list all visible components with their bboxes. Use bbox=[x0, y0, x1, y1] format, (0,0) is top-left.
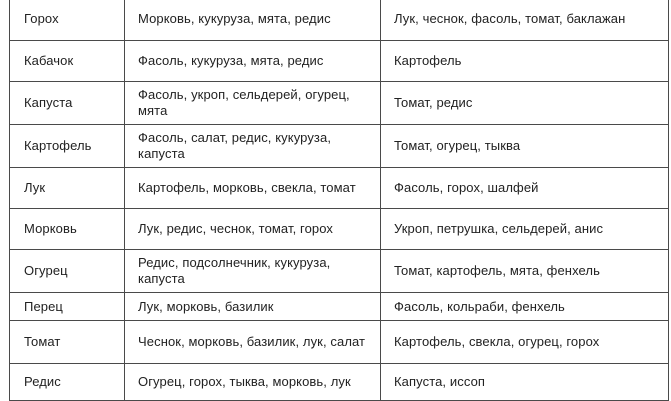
table-row bbox=[10, 321, 669, 364]
crop-cell: Морковь bbox=[10, 209, 125, 250]
bad-neighbors-cell: Фасоль, горох, шалфей bbox=[381, 168, 669, 209]
good-neighbors-cell: Лук, морковь, базилик bbox=[125, 293, 381, 321]
good-neighbors-cell: Лук, редис, чеснок, томат, горох bbox=[125, 209, 381, 250]
good-neighbors-cell: Фасоль, кукуруза, мята, редис bbox=[125, 41, 381, 82]
good-neighbors-cell: Картофель, морковь, свекла, томат bbox=[125, 168, 381, 209]
table-row bbox=[10, 364, 669, 401]
table-body bbox=[10, 0, 669, 401]
companion-planting-table bbox=[9, 0, 669, 401]
crop-cell: Редис bbox=[10, 364, 125, 401]
crop-cell: Лук bbox=[10, 168, 125, 209]
table-row bbox=[10, 168, 669, 209]
good-neighbors-cell: Огурец, горох, тыква, морковь, лук bbox=[125, 364, 381, 401]
bad-neighbors-cell: Картофель bbox=[381, 41, 669, 82]
bad-neighbors-cell: Капуста, иссоп bbox=[381, 364, 669, 401]
bad-neighbors-cell: Томат, картофель, мята, фенхель bbox=[381, 250, 669, 293]
table-row bbox=[10, 293, 669, 321]
table-row bbox=[10, 82, 669, 125]
crop-cell: Перец bbox=[10, 293, 125, 321]
good-neighbors-cell: Чеснок, морковь, базилик, лук, салат bbox=[125, 321, 381, 364]
crop-cell: Горох bbox=[10, 0, 125, 41]
bad-neighbors-cell: Фасоль, кольраби, фенхель bbox=[381, 293, 669, 321]
good-neighbors-cell: Морковь, кукуруза, мята, редис bbox=[125, 0, 381, 41]
table-row bbox=[10, 209, 669, 250]
crop-cell: Картофель bbox=[10, 125, 125, 168]
crop-cell: Капуста bbox=[10, 82, 125, 125]
crop-cell: Кабачок bbox=[10, 41, 125, 82]
bad-neighbors-cell: Укроп, петрушка, сельдерей, анис bbox=[381, 209, 669, 250]
good-neighbors-cell: Фасоль, салат, редис, кукуруза, капуста bbox=[125, 125, 381, 168]
table-row bbox=[10, 0, 669, 41]
table-row bbox=[10, 41, 669, 82]
bad-neighbors-cell: Лук, чеснок, фасоль, томат, баклажан bbox=[381, 0, 669, 41]
crop-cell: Огурец bbox=[10, 250, 125, 293]
crop-cell: Томат bbox=[10, 321, 125, 364]
good-neighbors-cell: Редис, подсолнечник, кукуруза, капуста bbox=[125, 250, 381, 293]
bad-neighbors-cell: Картофель, свекла, огурец, горох bbox=[381, 321, 669, 364]
good-neighbors-cell: Фасоль, укроп, сельдерей, огурец, мята bbox=[125, 82, 381, 125]
bad-neighbors-cell: Томат, огурец, тыква bbox=[381, 125, 669, 168]
bad-neighbors-cell: Томат, редис bbox=[381, 82, 669, 125]
table-row bbox=[10, 125, 669, 168]
table-row bbox=[10, 250, 669, 293]
